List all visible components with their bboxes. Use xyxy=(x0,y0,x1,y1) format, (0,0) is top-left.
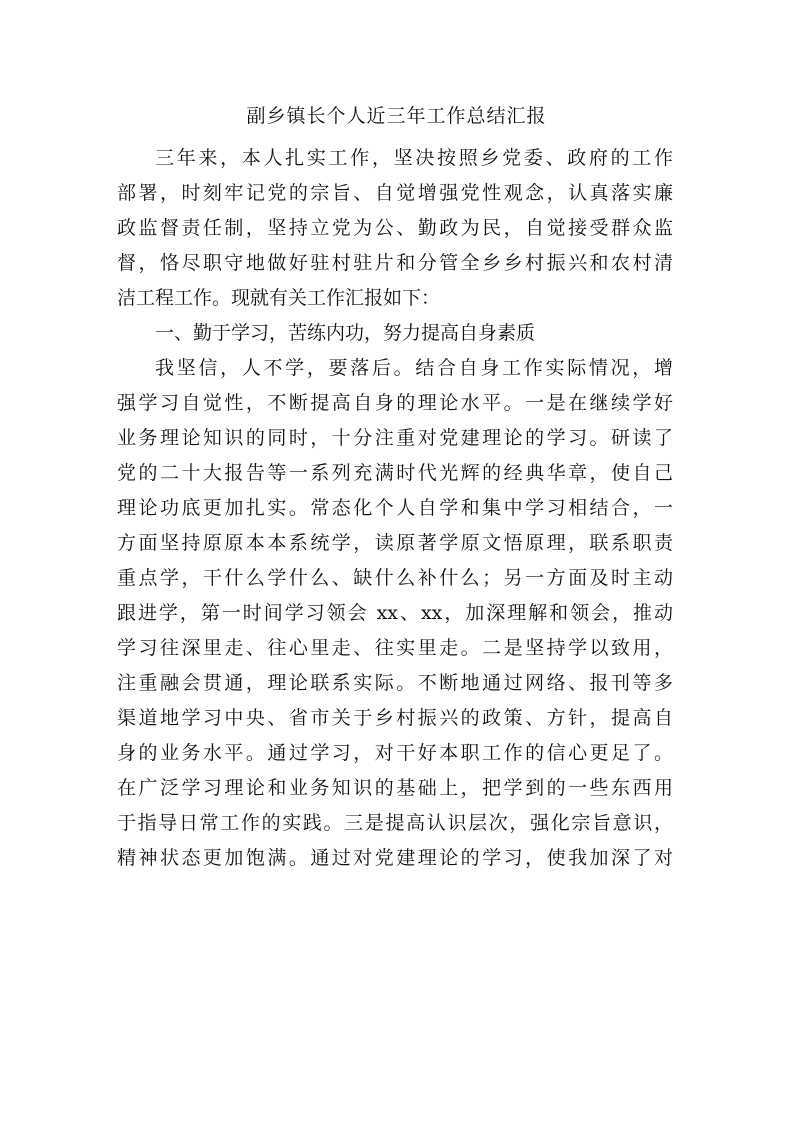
text-line: 跟进学，第一时间学习领会 xx、xx，加深理解和领会，推动 xyxy=(117,602,673,624)
text-line: 业务理论知识的同时，十分注重对党建理论的学习。研读了 xyxy=(117,427,673,449)
text-line: 我坚信，人不学，要落后。结合自身工作实际情况，增 xyxy=(155,357,673,379)
text-line: 理论功底更加扎实。常态化个人自学和集中学习相结合，一 xyxy=(117,497,673,519)
text-line: 政监督责任制，坚持立党为公、勤政为民，自觉接受群众监 xyxy=(117,217,673,239)
text-line: 注重融会贯通，理论联系实际。不断地通过网络、报刊等多 xyxy=(117,672,673,694)
text-line: 督，恪尽职守地做好驻村驻片和分管全乡乡村振兴和农村清 xyxy=(117,252,673,274)
text-line: 学习往深里走、往心里走、往实里走。二是坚持学以致用， xyxy=(117,637,673,659)
text-line: 渠道地学习中央、省市关于乡村振兴的政策、方针，提高自 xyxy=(117,707,673,729)
text-line: 方面坚持原原本本系统学，读原著学原文悟原理，联系职责 xyxy=(117,532,673,554)
text-line: 党的二十大报告等一系列充满时代光辉的经典华章，使自己 xyxy=(117,462,673,484)
text-line: 身的业务水平。通过学习，对干好本职工作的信心更足了。 xyxy=(117,742,673,764)
text-line: 在广泛学习理论和业务知识的基础上，把学到的一些东西用 xyxy=(117,777,673,799)
document-body xyxy=(117,141,673,876)
document-title: 副乡镇长个人近三年工作总结汇报 xyxy=(246,105,547,127)
text-line: 重点学，干什么学什么、缺什么补什么；另一方面及时主动 xyxy=(117,567,673,589)
text-line: 洁工程工作。现就有关工作汇报如下： xyxy=(117,287,441,309)
text-line: 部署，时刻牢记党的宗旨、自觉增强党性观念，认真落实廉 xyxy=(117,182,673,204)
text-line: 一、勤于学习，苦练内功，努力提高自身素质 xyxy=(155,322,536,344)
text-line: 三年来，本人扎实工作，坚决按照乡党委、政府的工作 xyxy=(155,147,673,169)
text-line: 于指导日常工作的实践。三是提高认识层次，强化宗旨意识， xyxy=(117,812,673,834)
text-line: 强学习自觉性，不断提高自身的理论水平。一是在继续学好 xyxy=(117,392,673,414)
text-line: 精神状态更加饱满。通过对党建理论的学习，使我加深了对 xyxy=(117,847,673,869)
